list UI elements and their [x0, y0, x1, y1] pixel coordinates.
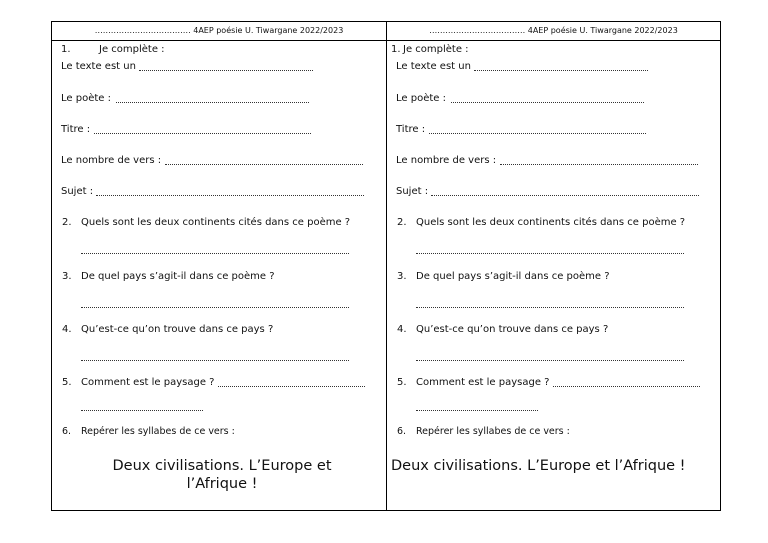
question-number: 2.	[397, 217, 407, 228]
question-number: 3.	[62, 271, 72, 282]
field-label-sujet: Sujet :	[61, 186, 94, 197]
question-number: 6.	[62, 426, 72, 437]
answer-line	[416, 360, 684, 361]
answer-line	[116, 102, 309, 103]
answer-line	[431, 195, 699, 196]
field-label-vers: Le nombre de vers :	[396, 155, 497, 166]
question-4	[62, 324, 273, 336]
question-number: 4.	[397, 324, 407, 335]
question-number: 5.	[397, 377, 407, 388]
question-text: Quels sont les deux continents cités dans ce poème ?	[416, 217, 686, 228]
field-label-sujet: Sujet :	[396, 186, 429, 197]
question-number: 2.	[62, 217, 72, 228]
answer-line	[429, 133, 646, 134]
field-label-poete: Le poète :	[396, 93, 446, 104]
question-number: 6.	[397, 426, 407, 437]
field-label-vers: Le nombre de vers :	[61, 155, 162, 166]
answer-line	[218, 386, 365, 387]
question-3	[62, 271, 275, 283]
answer-line	[81, 253, 349, 254]
question-text: De quel pays s’agit-il dans ce poème ?	[416, 271, 610, 282]
question-text: Comment est le paysage ?	[416, 377, 550, 388]
worksheet-header: ……………………………… 4AEP poésie U. Tiwargane 2022/2023	[52, 22, 386, 41]
answer-line	[416, 253, 684, 254]
worksheet-page	[51, 21, 721, 511]
answer-line	[81, 360, 349, 361]
question-1	[391, 44, 469, 56]
answer-line	[474, 70, 648, 71]
question-text: Quels sont les deux continents cités dans ce poème ?	[81, 217, 351, 228]
field-label-poete: Le poète :	[61, 93, 111, 104]
answer-line	[139, 70, 313, 71]
question-6	[397, 426, 570, 438]
question-4	[397, 324, 608, 336]
answer-line	[81, 307, 349, 308]
answer-line	[81, 410, 203, 411]
worksheet-right	[387, 22, 720, 510]
answer-line	[500, 164, 698, 165]
field-label-texte: Le texte est un	[61, 61, 136, 72]
answer-line	[96, 195, 364, 196]
question-number: 1.	[61, 44, 71, 55]
question-2	[62, 217, 350, 229]
verse-text: Deux civilisations. L’Europe et l’Afrique !	[391, 458, 686, 474]
question-6	[62, 426, 235, 438]
question-text: Qu’est-ce qu’on trouve dans ce pays ?	[81, 324, 274, 335]
question-number: 5.	[62, 377, 72, 388]
question-3	[397, 271, 610, 283]
question-2	[397, 217, 685, 229]
question-1	[61, 44, 165, 56]
worksheet-left	[52, 22, 387, 510]
field-label-titre: Titre :	[61, 124, 91, 135]
question-number: 1.	[391, 44, 401, 55]
question-5	[397, 377, 549, 389]
question-text: Qu’est-ce qu’on trouve dans ce pays ?	[416, 324, 609, 335]
question-text: Repérer les syllabes de ce vers :	[416, 426, 570, 437]
question-text: Comment est le paysage ?	[81, 377, 215, 388]
question-text: Je complète :	[99, 44, 165, 55]
question-text: De quel pays s’agit-il dans ce poème ?	[81, 271, 275, 282]
answer-line	[165, 164, 363, 165]
answer-line	[553, 386, 700, 387]
field-label-texte: Le texte est un	[396, 61, 471, 72]
worksheet-header: ……………………………… 4AEP poésie U. Tiwargane 2022/2023	[387, 22, 720, 41]
verse-text: Deux civilisations. L’Europe et l’Afrique !	[112, 458, 332, 492]
question-text: Repérer les syllabes de ce vers :	[81, 426, 235, 437]
answer-line	[416, 307, 684, 308]
answer-line	[416, 410, 538, 411]
question-number: 4.	[62, 324, 72, 335]
answer-line	[94, 133, 311, 134]
field-label-titre: Titre :	[396, 124, 426, 135]
question-text: Je complète :	[403, 44, 469, 55]
answer-line	[451, 102, 644, 103]
question-number: 3.	[397, 271, 407, 282]
question-5	[62, 377, 214, 389]
